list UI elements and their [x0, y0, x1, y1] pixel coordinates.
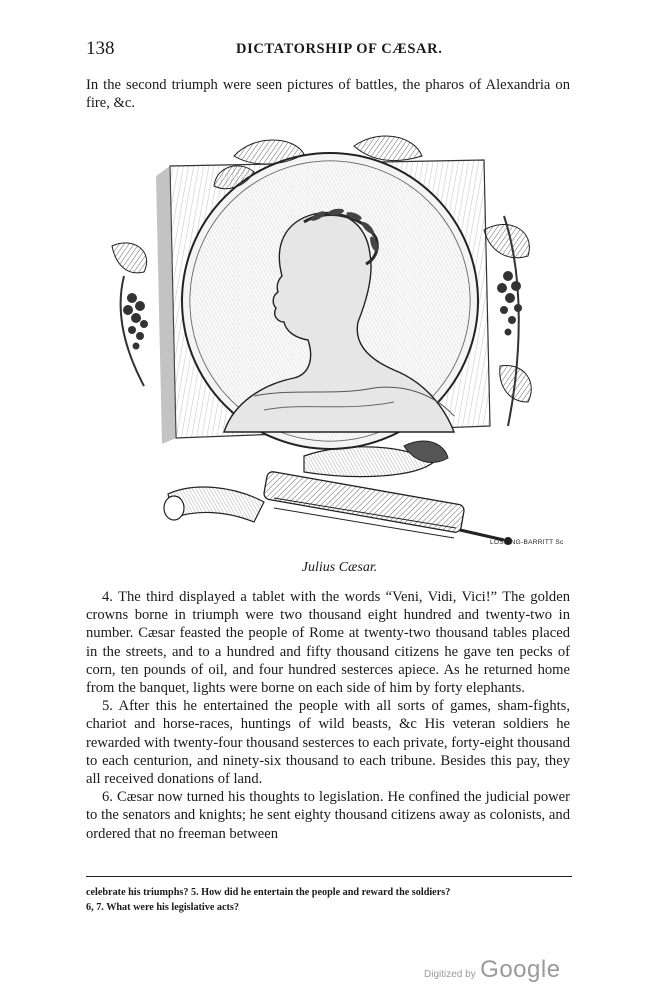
caesar-engraving	[104, 126, 554, 558]
grape-vine-left	[112, 243, 148, 386]
digitized-watermark	[424, 956, 561, 984]
footnote-divider	[86, 876, 572, 877]
watermark-prefix: Digitized by	[424, 969, 476, 980]
main-text	[86, 588, 570, 843]
caesar-portrait-illustration	[104, 126, 554, 558]
page-header	[86, 38, 576, 62]
figure-caption: Julius Cæsar.	[301, 560, 378, 575]
review-questions	[86, 885, 576, 915]
engraver-credit: LOSSING-BARRITT Sc	[490, 539, 564, 546]
running-title: DICTATORSHIP OF CÆSAR.	[236, 41, 443, 57]
intro-paragraph	[86, 76, 570, 112]
paragraph-6: 6. Cæsar now turned his thoughts to legislation. He confined the judicial power to the senators and knights; he sent eighty thousand citizens away as colonists, and ordered that no freeman between	[86, 789, 570, 842]
paragraph-4: 4. The third displayed a tablet with the words “Veni, Vidi, Vici!” The golden crowns borne in triumph were two thousand eight hundred and twenty-two in number. Cæsar feasted the people of Rome at twenty-two thousand tables placed in the streets, and to a hundred and fifty thousand citizens he gave ten pecks of corn, ten pounds of oil, and four hundred sesterces apiece. As he returned home from the banquet, lights were borne on each side of him by forty elephants.	[86, 589, 570, 697]
watermark-brand: Google	[480, 956, 561, 983]
grape-vine-right	[484, 216, 531, 426]
question-line: celebrate his triumphs? 5. How did he entertain the people and reward the soldiers?	[86, 887, 451, 898]
fasces-and-scroll	[164, 441, 512, 545]
paragraph-5: 5. After this he entertained the people with all sorts of games, sham-fights, chariot and horse-races, huntings of wild beasts, &c His veteran soldiers he rewarded with twenty-four thousand sesterces to each private, forty-eight thousand to each centurion, and ninety-six thousand to each tribune. Besides this pay, they all received donations of land.	[86, 698, 570, 788]
intro-text: In the second triumph were seen pictures of battles, the pharos of Alexandria on fire, &c.	[86, 77, 570, 112]
question-line: 6, 7. What were his legislative acts?	[86, 902, 239, 913]
page-number: 138	[86, 38, 115, 59]
